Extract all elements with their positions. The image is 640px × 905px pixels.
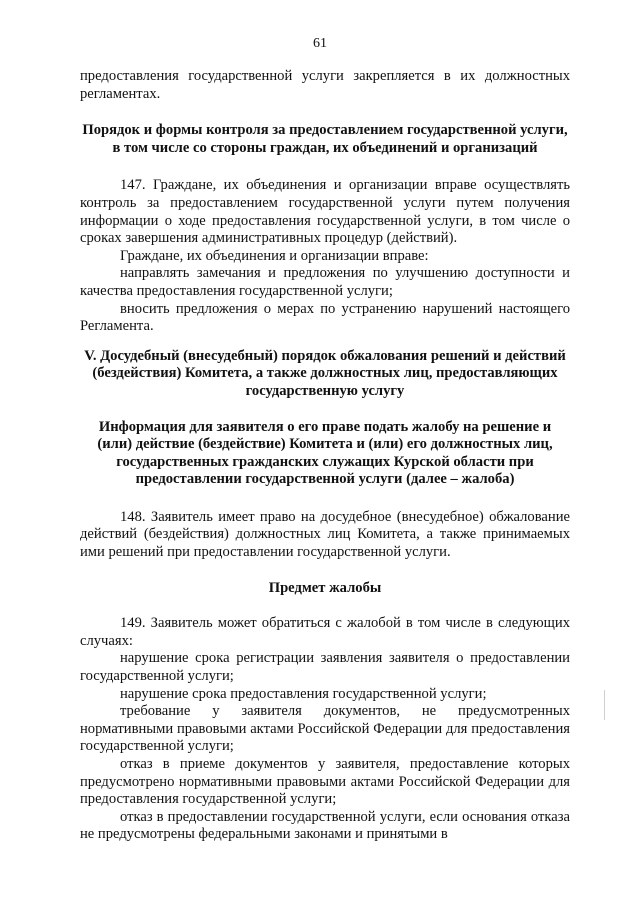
section-heading-complaint-info: Информация для заявителя о его праве подать жалобу на решение и (или) действие (бездействие) Комитета и (или) его должностных лиц, государственных гражданских служащих Курской области при предоставлении государственной услуги (далее – жалоба) bbox=[97, 418, 553, 488]
paragraph-149-refusal-acceptance: отказ в приеме документов у заявителя, предоставление которых предусмотрено нормативными правовыми актами Российской Федерации для предоставления государственной услуги; bbox=[80, 756, 570, 808]
paragraph-147: 147. Граждане, их объединения и организации вправе осуществлять контроль за предоставлением государственной услуги путем получения информации о ходе предоставления государственной услуги, в том числе о сроках завершения административных процедур (действий). bbox=[80, 177, 570, 247]
paragraph-149-term: нарушение срока предоставления государственной услуги; bbox=[120, 685, 487, 702]
chapter-heading-v: V. Досудебный (внесудебный) порядок обжалования решений и действий (бездействия) Комитета, а также должностных лиц, предоставляющих государственную услугу bbox=[84, 347, 566, 399]
section-heading-control: Порядок и формы контроля за предоставлением государственной услуги, в том числе со стороны граждан, их объединений и организаций bbox=[82, 122, 568, 156]
paragraph-148: 148. Заявитель имеет право на досудебное (внесудебное) обжалование действий (бездействия) должностных лиц Комитета, а также принимаемых ими решений при предоставлении государственной услуги. bbox=[80, 508, 570, 561]
paragraph-147-proposals: вносить предложения о мерах по устранению нарушений настоящего Регламента. bbox=[80, 300, 570, 335]
paragraph-149-refusal-service: отказ в предоставлении государственной услуги, если основания отказа не предусмотрены федеральными законами и принятыми в bbox=[80, 808, 570, 843]
paragraph-149-documents: требование у заявителя документов, не предусмотренных нормативными правовыми актами Российской Федерации для предоставления государственной услуги; bbox=[80, 703, 570, 755]
document-body bbox=[80, 68, 570, 844]
paragraph-continuation: предоставления государственной услуги закрепляется в их должностных регламентах. bbox=[80, 68, 570, 102]
paragraph-149: 149. Заявитель может обратиться с жалобой в том числе в следующих случаях: bbox=[80, 615, 570, 649]
paragraph-149-registration: нарушение срока регистрации заявления заявителя о предоставлении государственной услуги; bbox=[80, 650, 570, 685]
scan-artifact bbox=[604, 690, 605, 720]
section-heading-complaint-subject: Предмет жалобы bbox=[268, 579, 382, 596]
paragraph-147-remarks: направлять замечания и предложения по улучшению доступности и качества предоставления государственной услуги; bbox=[80, 265, 570, 299]
paragraph-147-rights: Граждане, их объединения и организации вправе: bbox=[120, 247, 429, 264]
page-number: 61 bbox=[313, 36, 327, 51]
